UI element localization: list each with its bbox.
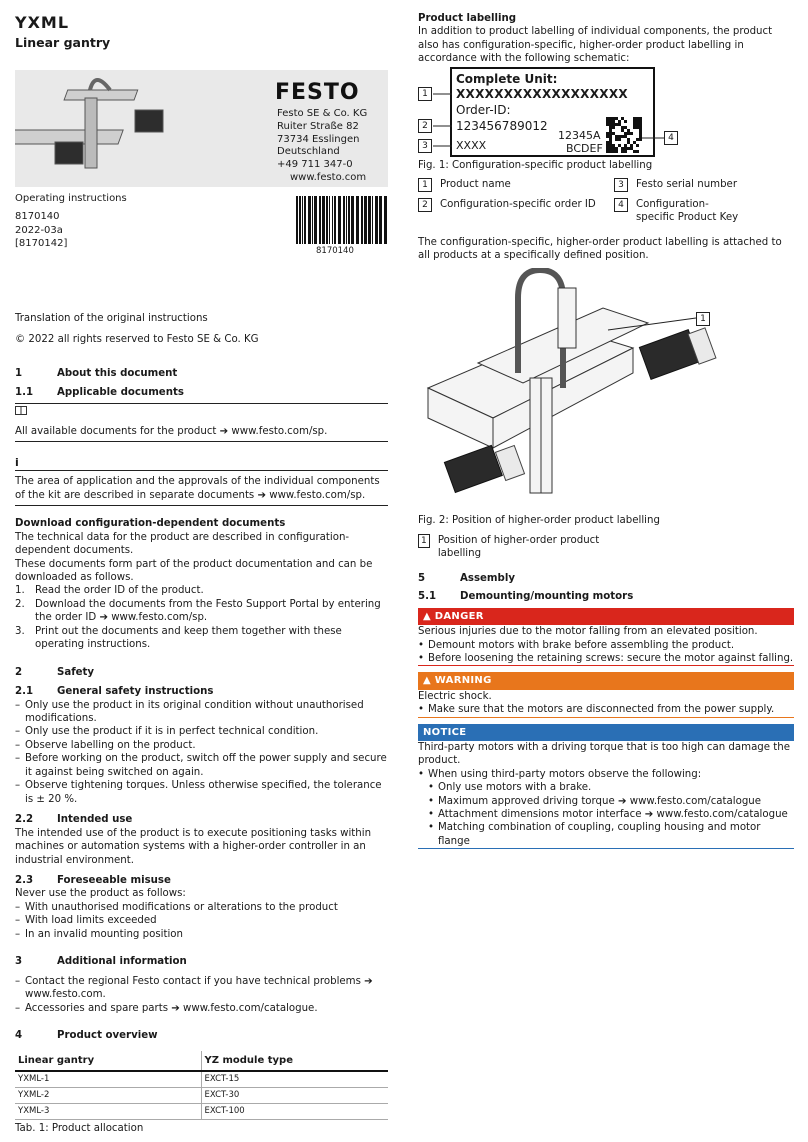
address-line: 73734 Esslingen — [277, 133, 360, 145]
section-number: 4 — [15, 1030, 23, 1042]
notice-sublist — [418, 781, 794, 848]
list-item: – Only use the product in its original condition without unauthorised modifications. — [15, 699, 388, 726]
doc-number: 8170140 — [15, 211, 60, 222]
section-number: 2.3 — [15, 875, 34, 887]
download-heading: Download configuration-dependent documents — [15, 518, 286, 530]
legend-item — [614, 178, 794, 192]
company-address — [277, 108, 367, 172]
barcode-bar — [368, 196, 371, 244]
section-2-3-heading — [15, 874, 388, 887]
section-title: Safety — [57, 666, 95, 678]
barcode-bar — [296, 196, 298, 244]
danger-text: Serious injuries due to the motor falling from an elevated position. — [418, 626, 758, 638]
address-line: Festo SE & Co. KG — [277, 108, 368, 119]
gantry-drawing — [418, 268, 718, 508]
barcode-bar — [372, 196, 373, 244]
doc-meta — [15, 210, 67, 251]
list-item: 3. Print out the documents and keep them together with these operating instructions. — [15, 625, 342, 651]
info-text: The area of application and the approvals of the individual components of the kit are described in separate documents ➔ www.festo.com/sp. — [15, 475, 388, 506]
fig2-legend — [418, 534, 608, 561]
section-2-2-heading — [15, 813, 388, 826]
callout-4: 4 — [664, 131, 678, 145]
book-icon — [15, 406, 388, 419]
section-1-1-heading — [15, 386, 388, 403]
section-number: 5.1 — [418, 591, 437, 603]
table-cell: YXML-2 — [15, 1087, 201, 1103]
warning-list — [418, 703, 794, 716]
legend-text: Festo serial number — [636, 179, 738, 190]
danger-label: DANGER — [434, 610, 484, 622]
legend-item — [614, 198, 794, 225]
section-number: 2.1 — [15, 686, 34, 698]
table-cell: EXCT-30 — [201, 1087, 388, 1103]
barcode-bar — [338, 196, 341, 244]
doc-type: Operating instructions — [15, 193, 127, 204]
list-item: • Matching combination of coupling, coupling housing and motor flange — [428, 821, 794, 848]
barcode-bar — [361, 196, 363, 244]
barcode-bar — [302, 196, 303, 244]
legend-text: Product name — [440, 179, 511, 190]
callout-line-4 — [642, 130, 666, 140]
list-item: 2. Download the documents from the Festo Support Portal by entering the order ID ➔ www.festo.com/sp. — [15, 598, 381, 624]
list-item: – Contact the regional Festo contact if you have technical problems ➔ www.festo.com. — [15, 975, 388, 1002]
barcode-bar — [314, 196, 317, 244]
list-item: – Accessories and spare parts ➔ www.festo.com/catalogue. — [15, 1002, 388, 1015]
warning-triangle-icon: ▲ — [423, 610, 431, 622]
list-item: • When using third-party motors observe the following: — [418, 768, 794, 781]
section-2-heading — [15, 666, 388, 679]
list-item: • Before loosening the retaining screws: secure the motor against falling. — [418, 652, 794, 665]
table-row — [15, 1087, 388, 1103]
labelling-intro: In addition to product labelling of individual components, the product also has configuration-specific, higher-order product labelling in accordance with the following schematic: — [418, 26, 773, 65]
applicable-docs-text: All available documents for the product ➔ www.festo.com/sp. — [15, 425, 388, 441]
notice-list — [418, 768, 794, 781]
warning-banner — [418, 672, 794, 689]
section-3-heading — [15, 955, 388, 968]
list-item: • Make sure that the motors are disconnected from the power supply. — [418, 703, 794, 716]
list-item: – Before working on the product, switch off the power supply and secure it against being switched on again. — [15, 752, 388, 779]
legend-number: 2 — [418, 198, 432, 212]
section-title: Intended use — [57, 814, 133, 826]
table-cell: YXML-3 — [15, 1104, 201, 1120]
address-line: +49 711 347-0 — [277, 159, 353, 171]
barcode-bar — [326, 196, 328, 244]
doc-version: 2022-03a — [15, 224, 63, 236]
barcode-image — [296, 196, 388, 246]
list-item: – Observe tightening torques. Unless otherwise specified, the tolerance is ± 20 %. — [15, 779, 388, 806]
barcode-bar — [351, 196, 354, 244]
barcode-bar — [356, 196, 359, 244]
translation-note: Translation of the original instructions — [15, 313, 208, 324]
barcode-bar — [379, 196, 382, 244]
barcode-bar — [322, 196, 325, 244]
legend-item — [418, 198, 614, 225]
fig1-caption: Fig. 1: Configuration-specific product labelling — [418, 160, 653, 171]
barcode-number: 8170140 — [316, 246, 354, 256]
intended-use-text: The intended use of the product is to execute positioning tasks within machines or automation systems with a higher-order controller in an industrial environment. — [15, 827, 372, 866]
label-key-1: 12345A — [558, 129, 601, 142]
barcode-bar — [346, 196, 347, 244]
table-caption: Tab. 1: Product allocation — [15, 1123, 144, 1135]
section-number: 1.1 — [15, 387, 34, 399]
section-5-1-heading — [418, 590, 794, 603]
section-4-heading — [15, 1029, 388, 1042]
address-line: Deutschland — [277, 146, 340, 158]
step-text: Print out the documents and keep them together with these operating instructions. — [35, 625, 342, 651]
list-item: – Only use the product if it is in perfect technical condition. — [15, 725, 388, 738]
table-header-row — [15, 1051, 388, 1071]
callout-1: 1 — [418, 87, 432, 101]
barcode-bar — [375, 196, 378, 244]
list-item: – With unauthorised modifications or alterations to the product — [15, 901, 388, 914]
label-complete-unit: Complete Unit: — [456, 72, 558, 86]
info-icon-glyph: i — [15, 455, 19, 469]
list-item: – Observe labelling on the product. — [15, 739, 388, 752]
additional-info-list — [15, 975, 388, 1015]
barcode-bar — [312, 196, 313, 244]
step-text: Read the order ID of the product. — [35, 585, 204, 597]
barcode-bar — [299, 196, 301, 244]
legend-number: 3 — [614, 178, 628, 192]
label-product-name: XXXXXXXXXXXXXXXXXX — [456, 87, 628, 101]
misuse-list — [15, 901, 388, 941]
list-item: • Attachment dimensions motor interface ➔ www.festo.com/catalogue — [428, 808, 794, 821]
list-item: • Maximum approved driving torque ➔ www.festo.com/catalogue — [428, 795, 794, 808]
section-title: General safety instructions — [57, 686, 214, 698]
section-title: About this document — [57, 367, 178, 379]
section-title: Foreseeable misuse — [57, 875, 171, 887]
label-schematic — [418, 67, 658, 159]
download-steps — [15, 584, 388, 651]
fig2-callout-1: 1 — [696, 312, 710, 326]
download-text-2: These documents form part of the product documentation and can be downloaded as follows. — [15, 558, 373, 583]
barcode-bar — [319, 196, 321, 244]
section-title: Demounting/mounting motors — [460, 591, 634, 603]
fig2-caption: Fig. 2: Position of higher-order product labelling — [418, 515, 660, 526]
section-title: Applicable documents — [57, 387, 184, 399]
danger-list — [418, 639, 794, 666]
section-number: 5 — [418, 573, 426, 584]
section-5 — [418, 572, 794, 849]
legend-number: 1 — [418, 178, 432, 192]
list-item: – With load limits exceeded — [15, 914, 388, 927]
fig1-legend — [418, 178, 794, 225]
column-header: Linear gantry — [15, 1051, 201, 1071]
list-item: 1. Read the order ID of the product. — [15, 585, 204, 597]
warning-notice — [418, 672, 794, 717]
list-item: • Only use motors with a brake. — [428, 781, 794, 794]
barcode-bar — [364, 196, 367, 244]
legend-number: 1 — [418, 534, 430, 548]
section-5-heading — [418, 572, 794, 585]
barcode-bar — [384, 196, 387, 244]
column-header: YZ module type — [201, 1051, 388, 1071]
callout-2: 2 — [418, 119, 432, 133]
legend-item — [418, 178, 614, 192]
label-order-id-label: Order-ID: — [456, 103, 511, 117]
section-number: 2 — [15, 666, 23, 678]
section-1-heading — [15, 367, 388, 380]
table-cell: YXML-1 — [15, 1071, 201, 1088]
warning-triangle-icon: ▲ — [423, 675, 431, 687]
warning-text: Electric shock. — [418, 690, 492, 702]
label-serial: XXXX — [456, 139, 487, 152]
table-row — [15, 1104, 388, 1120]
legend-text: Position of higher-order product labelling — [437, 535, 600, 560]
legend-number: 4 — [614, 198, 628, 212]
notice-text: Third-party motors with a driving torque that is too high can damage the product. — [418, 741, 791, 767]
legend-text: Configuration-specific order ID — [440, 199, 596, 210]
label-order-id: 123456789012 — [456, 119, 548, 133]
attach-text: The configuration-specific, higher-order product labelling is attached to all products at a specifically defined position. — [418, 237, 782, 262]
section-title: Additional information — [57, 956, 187, 968]
labelling-heading: Product labelling — [418, 13, 517, 24]
right-body — [418, 12, 794, 66]
warning-label: WARNING — [434, 675, 492, 687]
danger-notice — [418, 608, 794, 667]
danger-banner — [418, 608, 794, 625]
section-number: 3 — [15, 956, 23, 968]
section-number: 2.2 — [15, 814, 34, 826]
section-number: 1 — [15, 367, 23, 379]
step-text: Download the documents from the Festo Support Portal by entering the order ID ➔ www.festo.com/sp. — [35, 598, 381, 624]
product-table — [15, 1051, 388, 1121]
table-cell: EXCT-15 — [201, 1071, 388, 1088]
info-icon — [15, 456, 388, 472]
safety-list — [15, 699, 388, 807]
barcode-bar — [329, 196, 330, 244]
barcode-bar — [308, 196, 311, 244]
doc-title: YXML — [15, 13, 70, 32]
barcode-bar — [334, 196, 336, 244]
company-website[interactable]: www.festo.com — [290, 172, 367, 183]
festo-logo: FESTO — [275, 80, 360, 105]
barcode-bar — [348, 196, 350, 244]
left-body — [15, 312, 388, 1136]
address-line: Ruiter Straße 82 — [277, 120, 359, 132]
label-key-2: BCDEF — [566, 142, 603, 155]
notice-box — [418, 724, 794, 850]
list-item: • Demount motors with brake before assembling the product. — [418, 639, 794, 652]
doc-subtitle: Linear gantry — [15, 35, 111, 50]
barcode-bar — [332, 196, 333, 244]
download-text-1: The technical data for the product are described in configuration-dependent documents. — [15, 531, 350, 557]
section-2-1-heading — [15, 685, 388, 698]
doc-ref: [8170142] — [15, 238, 68, 249]
table-cell: EXCT-100 — [201, 1104, 388, 1120]
barcode-bar — [304, 196, 306, 244]
section-title: Assembly — [460, 573, 515, 584]
callout-lines — [418, 67, 658, 159]
legend-text: Configuration-specific Product Key — [636, 199, 739, 224]
callout-3: 3 — [418, 139, 432, 153]
notice-banner — [418, 724, 794, 741]
table-row — [15, 1071, 388, 1088]
notice-label: NOTICE — [423, 726, 467, 738]
section-title: Product overview — [57, 1030, 158, 1042]
misuse-intro: Never use the product as follows: — [15, 888, 186, 900]
copyright: © 2022 all rights reserved to Festo SE & Co. KG — [15, 334, 259, 346]
barcode-bar — [343, 196, 345, 244]
list-item: – In an invalid mounting position — [15, 928, 388, 941]
